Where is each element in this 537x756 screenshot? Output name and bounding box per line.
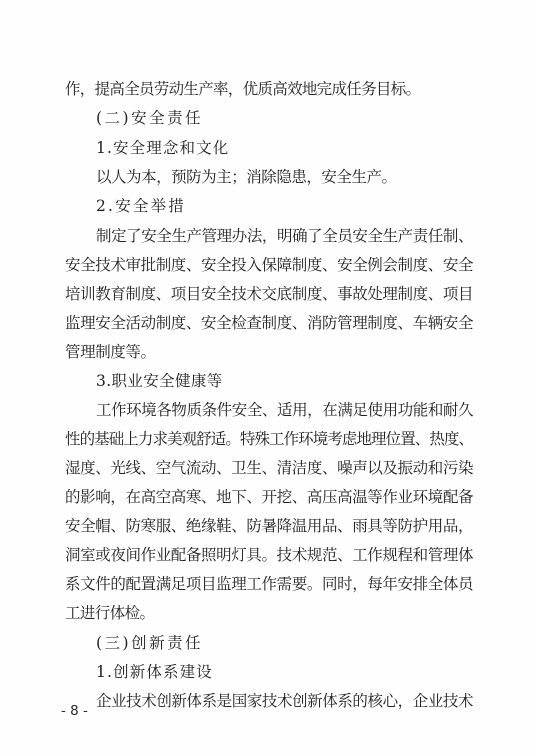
subsection-heading: 1.安全理念和文化 — [96, 139, 230, 157]
body-text-line: 培训教育制度、项目安全技术交底制度、事故处理制度、项目 — [65, 285, 474, 303]
subsection-heading: 3.职业安全健康等 — [96, 372, 223, 390]
body-text-line: 湿度、光线、空气流动、卫生、清洁度、噪声以及振动和污染 — [65, 459, 474, 477]
subsection-heading: 1.创新体系建设 — [96, 663, 213, 681]
body-text-line: 系文件的配置满足项目监理工作需要。同时，每年安排全体员 — [65, 575, 474, 593]
body-text-line: 安全帽、防寒服、绝缘鞋、防暑降温用品、雨具等防护用品， — [65, 517, 474, 535]
body-text-line: 安全技术审批制度、安全投入保障制度、安全例会制度、安全 — [65, 256, 474, 274]
body-text-line: 性的基础上力求美观舒适。特殊工作环境考虑地理位置、热度、 — [65, 430, 474, 448]
body-text-line: 监理安全活动制度、安全检查制度、消防管理制度、车辆安全 — [65, 314, 474, 332]
body-text-line: 企业技术创新体系是国家技术创新体系的核心，企业技术 — [96, 692, 474, 710]
body-text-line: 作，提高全员劳动生产率，优质高效地完成任务目标。 — [65, 80, 421, 98]
body-text-line: 洞室或夜间作业配备照明灯具。技术规范、工作规程和管理体 — [65, 546, 474, 564]
body-text-line: 工作环境各物质条件安全、适用，在满足使用功能和耐久 — [96, 401, 474, 419]
body-text-line: 的影响，在高空高寒、地下、开挖、高压高温等作业环境配备 — [65, 488, 474, 506]
body-text-line: 管理制度等。 — [65, 343, 156, 361]
page-number: - 8 - — [61, 703, 88, 719]
body-text-line: 制定了安全生产管理办法，明确了全员安全生产责任制、 — [96, 227, 474, 245]
section-heading: (二)安全责任 — [96, 109, 204, 127]
section-heading: (三)创新责任 — [96, 634, 204, 652]
body-text-line: 工进行体检。 — [65, 604, 155, 622]
subsection-heading: 2.安全举措 — [96, 197, 186, 215]
body-text-line: 以人为本，预防为主；消除隐患，安全生产。 — [96, 168, 397, 186]
